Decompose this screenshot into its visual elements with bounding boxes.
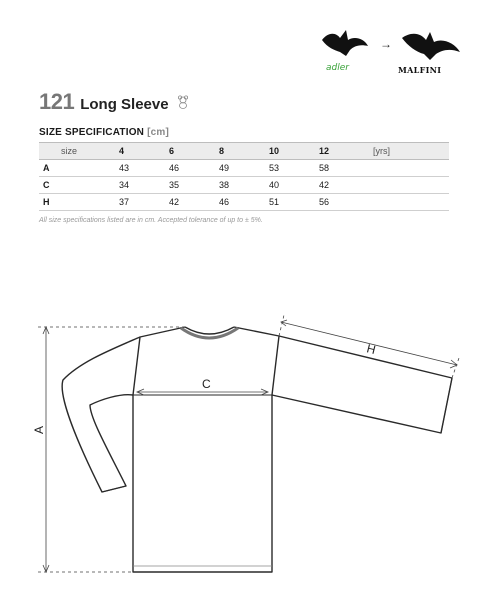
adler-logo-text: adler [326, 63, 349, 73]
table-cell: 49 [219, 160, 269, 177]
row-label: A [39, 160, 119, 177]
size-label: size [39, 143, 119, 160]
dimension-a-label: A [32, 425, 46, 434]
table-cell: 35 [169, 177, 219, 194]
table-cell: 43 [119, 160, 169, 177]
table-cell: 58 [319, 160, 369, 177]
size-col-2: 8 [219, 143, 269, 160]
age-unit: [yrs] [369, 143, 449, 160]
row-label: H [39, 194, 119, 211]
table-cell: 42 [169, 194, 219, 211]
shirt-outline [62, 327, 452, 572]
table-cell: 40 [269, 177, 319, 194]
table-cell: 37 [119, 194, 169, 211]
row-label: C [39, 177, 119, 194]
table-cell: 42 [319, 177, 369, 194]
table-cell: 51 [269, 194, 319, 211]
table-cell: 46 [219, 194, 269, 211]
size-col-0: 4 [119, 143, 169, 160]
dimension-a [38, 327, 185, 572]
table-cell: 56 [319, 194, 369, 211]
tolerance-note: All size specifications listed are in cm. Accepted tolerance of up to ± 5%. [39, 217, 263, 224]
table-cell: 46 [169, 160, 219, 177]
size-col-4: 12 [319, 143, 369, 160]
table-cell: 38 [219, 177, 269, 194]
size-col-1: 6 [169, 143, 219, 160]
spec-unit: [cm] [147, 127, 169, 138]
table-cell: 34 [119, 177, 169, 194]
table-cell: 53 [269, 160, 319, 177]
size-col-3: 10 [269, 143, 319, 160]
product-name: Long Sleeve [80, 96, 169, 113]
spec-heading-text: SIZE SPECIFICATION [39, 127, 145, 138]
dimension-c-label: C [202, 377, 211, 391]
product-number: 121 [39, 89, 75, 114]
malfini-logo-text: MALFINI [398, 65, 442, 75]
arrow-icon: → [380, 37, 392, 51]
dimension-h-label: H [365, 341, 378, 358]
